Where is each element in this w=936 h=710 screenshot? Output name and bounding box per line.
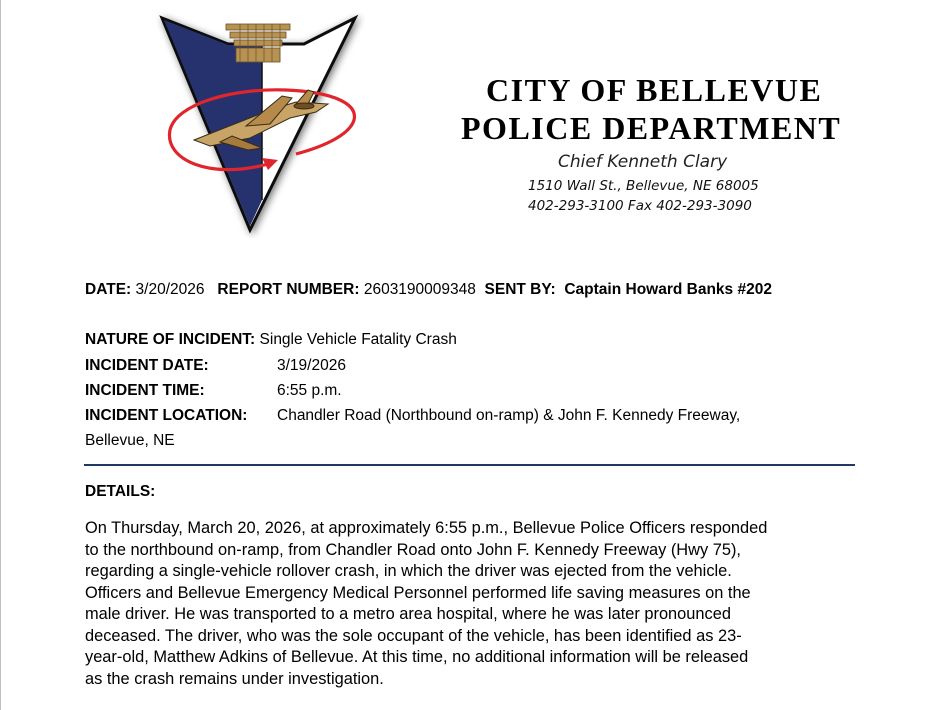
- report-number-label: REPORT NUMBER:: [217, 281, 360, 298]
- details-line: to the northbound on-ramp, from Chandler Road onto John F. Kennedy Freeway (Hwy 75),: [85, 540, 741, 559]
- gold-tower: [226, 24, 290, 62]
- date-label: DATE:: [85, 281, 132, 298]
- section-divider: [84, 464, 855, 466]
- date-value: 3/20/2026: [135, 281, 205, 298]
- details-line: male driver. He was transported to a metro area hospital, where he was later pronounced: [85, 605, 731, 623]
- incident-time-label: INCIDENT TIME:: [85, 382, 205, 399]
- chief-name: Chief Kenneth Clary: [558, 152, 728, 172]
- address: 1510 Wall St., Bellevue, NE 68005: [528, 178, 759, 194]
- incident-date-value: 3/19/2026: [277, 357, 346, 374]
- nature-label: NATURE OF INCIDENT:: [85, 331, 256, 348]
- details-line: On Thursday, March 20, 2026, at approximately 6:55 p.m., Bellevue Police Officers responded: [85, 519, 768, 537]
- incident-location-cont: Bellevue, NE: [85, 432, 175, 449]
- incident-time-row: [85, 382, 342, 400]
- incident-time-value: 6:55 p.m.: [277, 382, 342, 399]
- details-heading: DETAILS:: [85, 483, 156, 500]
- details-line: deceased. The driver, who was the sole occupant of the vehicle, has been identified as 23-: [85, 626, 742, 645]
- police-badge-logo: [150, 8, 365, 238]
- report-meta-row: [85, 281, 772, 299]
- incident-date-label: INCIDENT DATE:: [85, 357, 209, 374]
- nature-value: Single Vehicle Fatality Crash: [259, 331, 457, 348]
- details-paragraph: [85, 518, 860, 690]
- details-line: year-old, Matthew Adkins of Bellevue. At this time, no additional information will be released: [85, 648, 749, 666]
- sent-by-label: SENT BY:: [484, 281, 556, 298]
- incident-location-row: [85, 407, 741, 425]
- phone-fax: 402-293-3100 Fax 402-293-3090: [528, 198, 752, 214]
- org-name-line2: POLICE DEPARTMENT: [461, 110, 842, 146]
- report-number-value: 2603190009348: [363, 281, 476, 298]
- nature-row: [85, 331, 457, 349]
- incident-location-label: INCIDENT LOCATION:: [85, 407, 248, 424]
- details-line: regarding a single-vehicle rollover crash, in which the driver was ejected from the vehicle.: [85, 562, 732, 580]
- page-edge: [0, 0, 1, 710]
- org-name-line1: CITY OF BELLEVUE: [486, 72, 823, 108]
- incident-date-row: [85, 357, 346, 375]
- details-line: as the crash remains under investigation.: [85, 669, 384, 688]
- sent-by-value: Captain Howard Banks #202: [564, 281, 772, 298]
- details-line: Officers and Bellevue Emergency Medical Personnel performed life saving measures on the: [85, 583, 751, 602]
- incident-location-value: Chandler Road (Northbound on-ramp) & John F. Kennedy Freeway,: [277, 407, 741, 424]
